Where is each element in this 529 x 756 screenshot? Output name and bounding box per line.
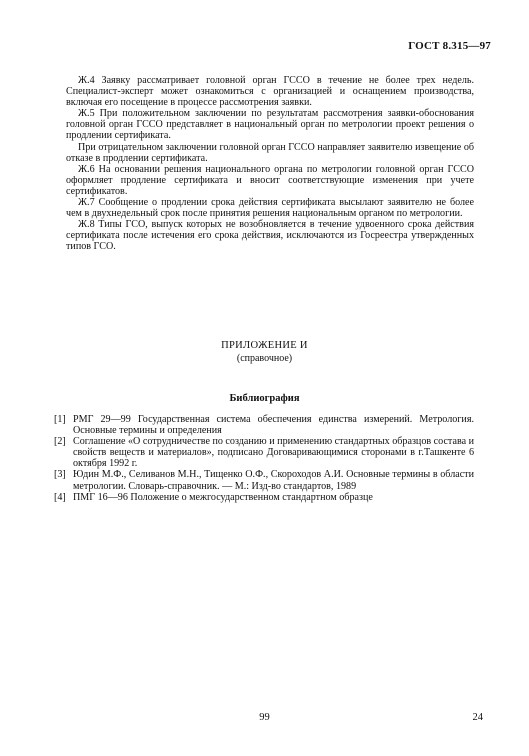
bibliography-number: [2] (54, 436, 66, 448)
bibliography-item (54, 492, 474, 503)
bibliography-item (54, 414, 474, 436)
bibliography-item (54, 436, 474, 469)
paragraph-zh8: Ж.8 Типы ГСО, выпуск которых не возобновляется в течение удвоенного срока действия сертификата после истечения его срока действия, исключаются из Госреестра утвержденных типов ГСО. (66, 219, 474, 253)
appendix-title: ПРИЛОЖЕНИЕ И (221, 340, 308, 351)
bibliography-number: [4] (54, 491, 66, 503)
paragraph-zh7: Ж.7 Сообщение о продлении срока действия сертификата высылают заявителю не более чем в двухнедельный срок после принятия решения национальным органом по метрологии. (66, 197, 474, 220)
page-number-right: 24 (472, 712, 483, 723)
paragraph-zh4: Ж.4 Заявку рассматривает головной орган ГССО в течение не более трех недель. Специалист-эксперт может ознакомиться с организацией и оснащением производства, включая его посещение в процессе рассмотрения заявки. (66, 75, 474, 109)
bibliography-item (54, 469, 474, 491)
bibliography-text: Соглашение «О сотрудничестве по созданию и применению стандартных образцов состава и свойств веществ и материалов», подписано Договаривающимися сторонами в г.Ташкенте 6 октября 1992 г. (73, 436, 474, 470)
bibliography-list (54, 414, 474, 503)
appendix-zh-text (66, 75, 474, 253)
appendix-subtitle: (справочное) (236, 353, 293, 364)
bibliography-number: [3] (54, 469, 66, 481)
bibliography-heading: Библиография (229, 393, 300, 404)
bibliography-text: Юдин М.Ф., Селиванов М.Н., Тищенко О.Ф., Скороходов А.И. Основные термины в области метрологии. Словарь-справочник. — М.: Изд-во стандартов, 1989 (73, 469, 474, 492)
bibliography-text: РМГ 29—99 Государственная система обеспечения единства измерений. Метрология. Основные термины и определения (73, 414, 474, 437)
bibliography-text: ПМГ 16—96 Положение о межгосударственном стандартном образце (73, 491, 373, 503)
paragraph-zh6: Ж.6 На основании решения национального органа по метрологии головной орган ГССО оформляет продление сертификата и вносит соответствующие изменения при учете сертификатов. (66, 163, 474, 197)
standard-code-header: ГОСТ 8.315—97 (408, 40, 491, 52)
page-number-center: 99 (259, 712, 270, 723)
bibliography-number: [1] (54, 414, 66, 425)
paragraph-zh5: Ж.5 При положительном заключении по результатам рассмотрения заявки-обоснования головной орган ГССО представляет в национальный орган по метрологии проект решения о продлении сертификата. (66, 108, 474, 142)
paragraph-negative-conclusion: При отрицательном заключении головной орган ГССО направляет заявителю извещение об отказе в продлении сертификата. (66, 141, 474, 164)
